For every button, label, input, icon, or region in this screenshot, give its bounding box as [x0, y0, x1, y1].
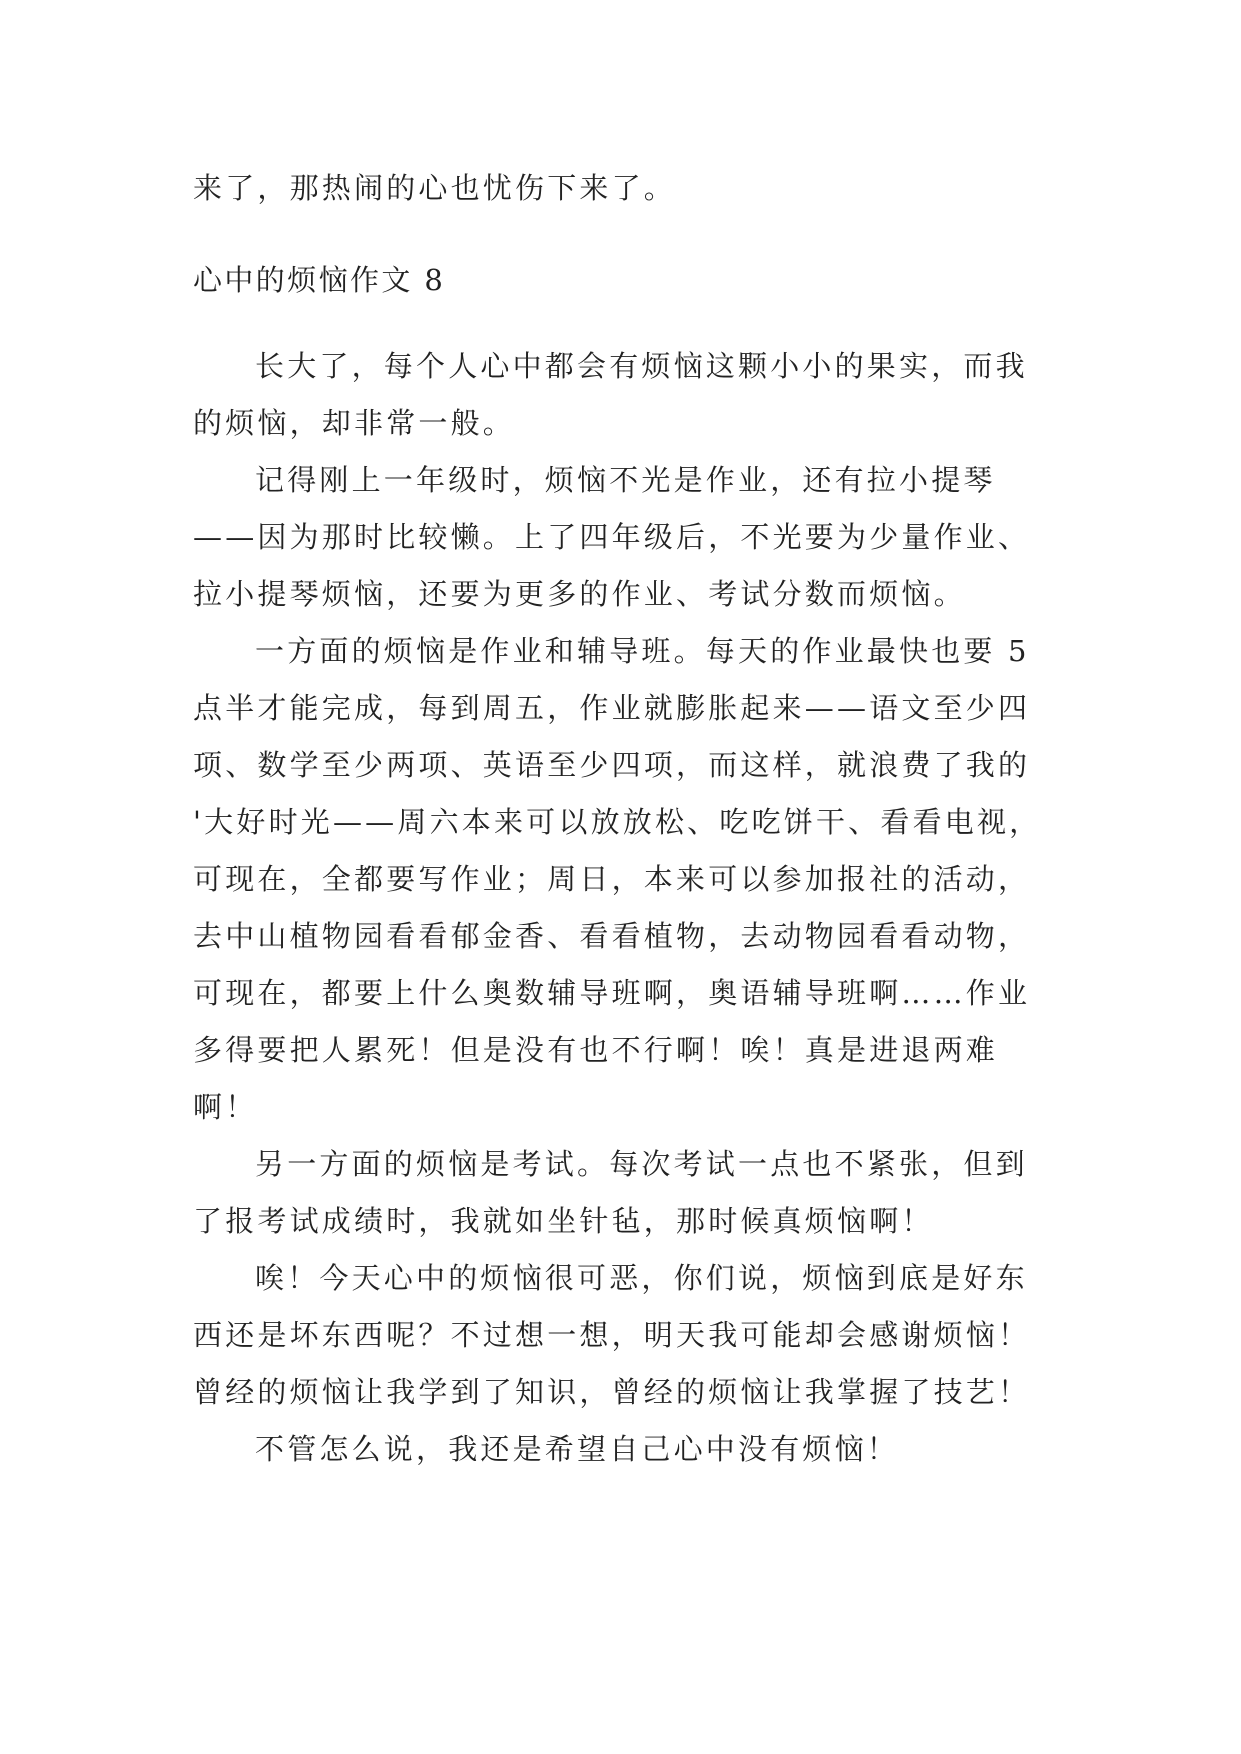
- text-line: 了报考试成绩时，我就如坐针毡，那时候真烦恼啊！: [193, 1204, 934, 1238]
- text-line: 项、数学至少两项、英语至少四项，而这样，就浪费了我的: [193, 748, 1031, 782]
- text-line: 一方面的烦恼是作业和辅导班。每天的作业最快也要 5: [255, 634, 1030, 668]
- text-line: 曾经的烦恼让我学到了知识，曾经的烦恼让我掌握了技艺！: [193, 1375, 1031, 1409]
- paragraph: [193, 1136, 1053, 1250]
- text-line: 可现在，都要上什么奥数辅导班啊，奥语辅导班啊……作业: [193, 976, 1031, 1010]
- essay-body: [193, 338, 1053, 1478]
- text-line: 唉！今天心中的烦恼很可恶，你们说，烦恼到底是好东: [255, 1261, 1028, 1295]
- text-line: 长大了，每个人心中都会有烦恼这颗小小的果实，而我: [255, 349, 1028, 383]
- text-line: 去中山植物园看看郁金香、看看植物，去动物园看看动物，: [193, 919, 1031, 953]
- essay-title: 心中的烦恼作文 8: [193, 263, 446, 297]
- text-line: ——因为那时比较懒。上了四年级后，不光要为少量作业、: [193, 520, 1031, 554]
- paragraph: [193, 1421, 1053, 1478]
- text-line: '大好时光——周六本来可以放放松、吃吃饼干、看看电视，: [193, 805, 1042, 839]
- text-line: 点半才能完成，每到周五，作业就膨胀起来——语文至少四: [193, 691, 1031, 725]
- text-line: 另一方面的烦恼是考试。每次考试一点也不紧张，但到: [255, 1147, 1028, 1181]
- text-line: 拉小提琴烦恼，还要为更多的作业、考试分数而烦恼。: [193, 577, 966, 611]
- text-line: 记得刚上一年级时，烦恼不光是作业，还有拉小提琴: [255, 463, 996, 497]
- text-line: 西还是坏东西呢？不过想一想，明天我可能却会感谢烦恼！: [193, 1318, 1031, 1352]
- text-line: 可现在，全都要写作业；周日，本来可以参加报社的活动，: [193, 862, 1031, 896]
- text-line: 多得要把人累死！但是没有也不行啊！唉！真是进退两难: [193, 1033, 999, 1067]
- paragraph: [193, 452, 1053, 623]
- continuation-paragraph: [193, 160, 1053, 217]
- text-line: 不管怎么说，我还是希望自己心中没有烦恼！: [255, 1432, 900, 1466]
- paragraph: [193, 338, 1053, 452]
- text-line: 来了，那热闹的心也忧伤下来了。: [193, 171, 677, 205]
- text-line: 的烦恼，却非常一般。: [193, 406, 516, 440]
- text-line: 啊！: [193, 1090, 258, 1124]
- paragraph: [193, 623, 1053, 1136]
- paragraph: [193, 1250, 1053, 1421]
